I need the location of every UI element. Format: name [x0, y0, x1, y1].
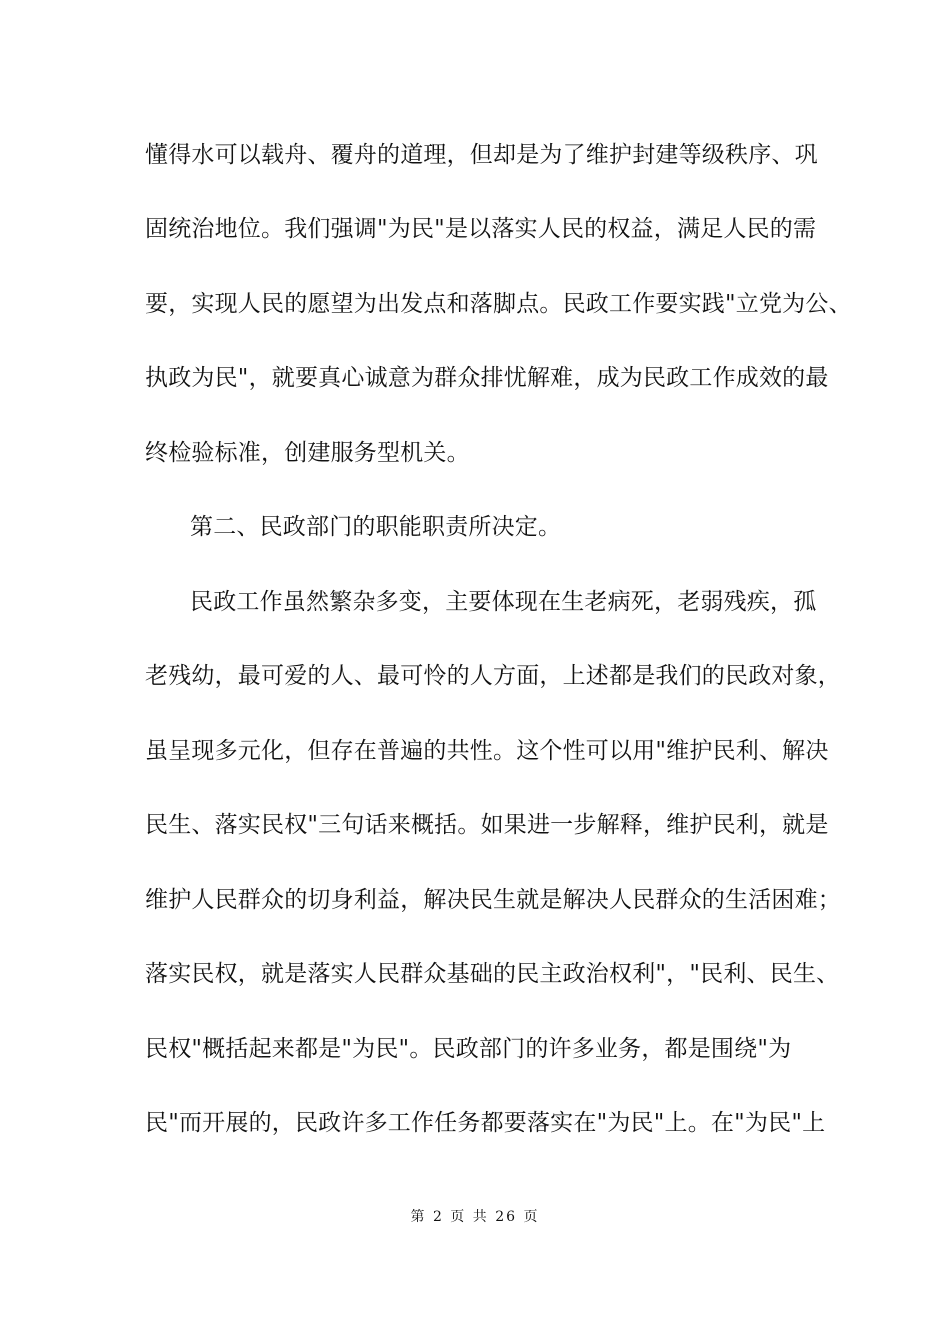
body-line-8: 老残幼，最可爱的人、最可怜的人方面，上述都是我们的民政对象， — [145, 663, 841, 689]
body-line-14: 民"而开展的，民政许多工作任务都要落实在"为民"上。在"为民"上 — [145, 1110, 826, 1136]
body-line-3: 要，实现人民的愿望为出发点和落脚点。民政工作要实践"立党为公、 — [145, 291, 852, 317]
body-line-11: 维护人民群众的切身利益，解决民生就是解决人民群众的生活困难； — [145, 887, 841, 913]
body-line-1: 懂得水可以载舟、覆舟的道理，但却是为了维护封建等级秩序、巩 — [145, 142, 818, 168]
body-line-13: 民权"概括起来都是"为民"。民政部门的许多业务，都是围绕"为 — [145, 1036, 792, 1062]
body-line-12: 落实民权，就是落实人民群众基础的民主政治权利"，"民利、民生、 — [145, 961, 840, 987]
section-heading: 第二、民政部门的职能职责所决定。 — [190, 514, 562, 540]
body-line-7: 民政工作虽然繁杂多变，主要体现在生老病死，老弱残疾，孤 — [190, 589, 817, 615]
body-line-9: 虽呈现多元化，但存在普遍的共性。这个性可以用"维护民利、解决 — [145, 738, 829, 764]
body-line-10: 民生、落实民权"三句话来概括。如果进一步解释，维护民利，就是 — [145, 812, 829, 838]
body-line-4: 执政为民"，就要真心诚意为群众排忧解难，成为民政工作成效的最 — [145, 365, 829, 391]
body-line-5: 终检验标准，创建服务型机关。 — [145, 440, 470, 466]
body-line-2: 固统治地位。我们强调"为民"是以落实人民的权益，满足人民的需 — [145, 216, 817, 242]
page-footer: 第 2 页 共 26 页 — [410, 1209, 540, 1225]
